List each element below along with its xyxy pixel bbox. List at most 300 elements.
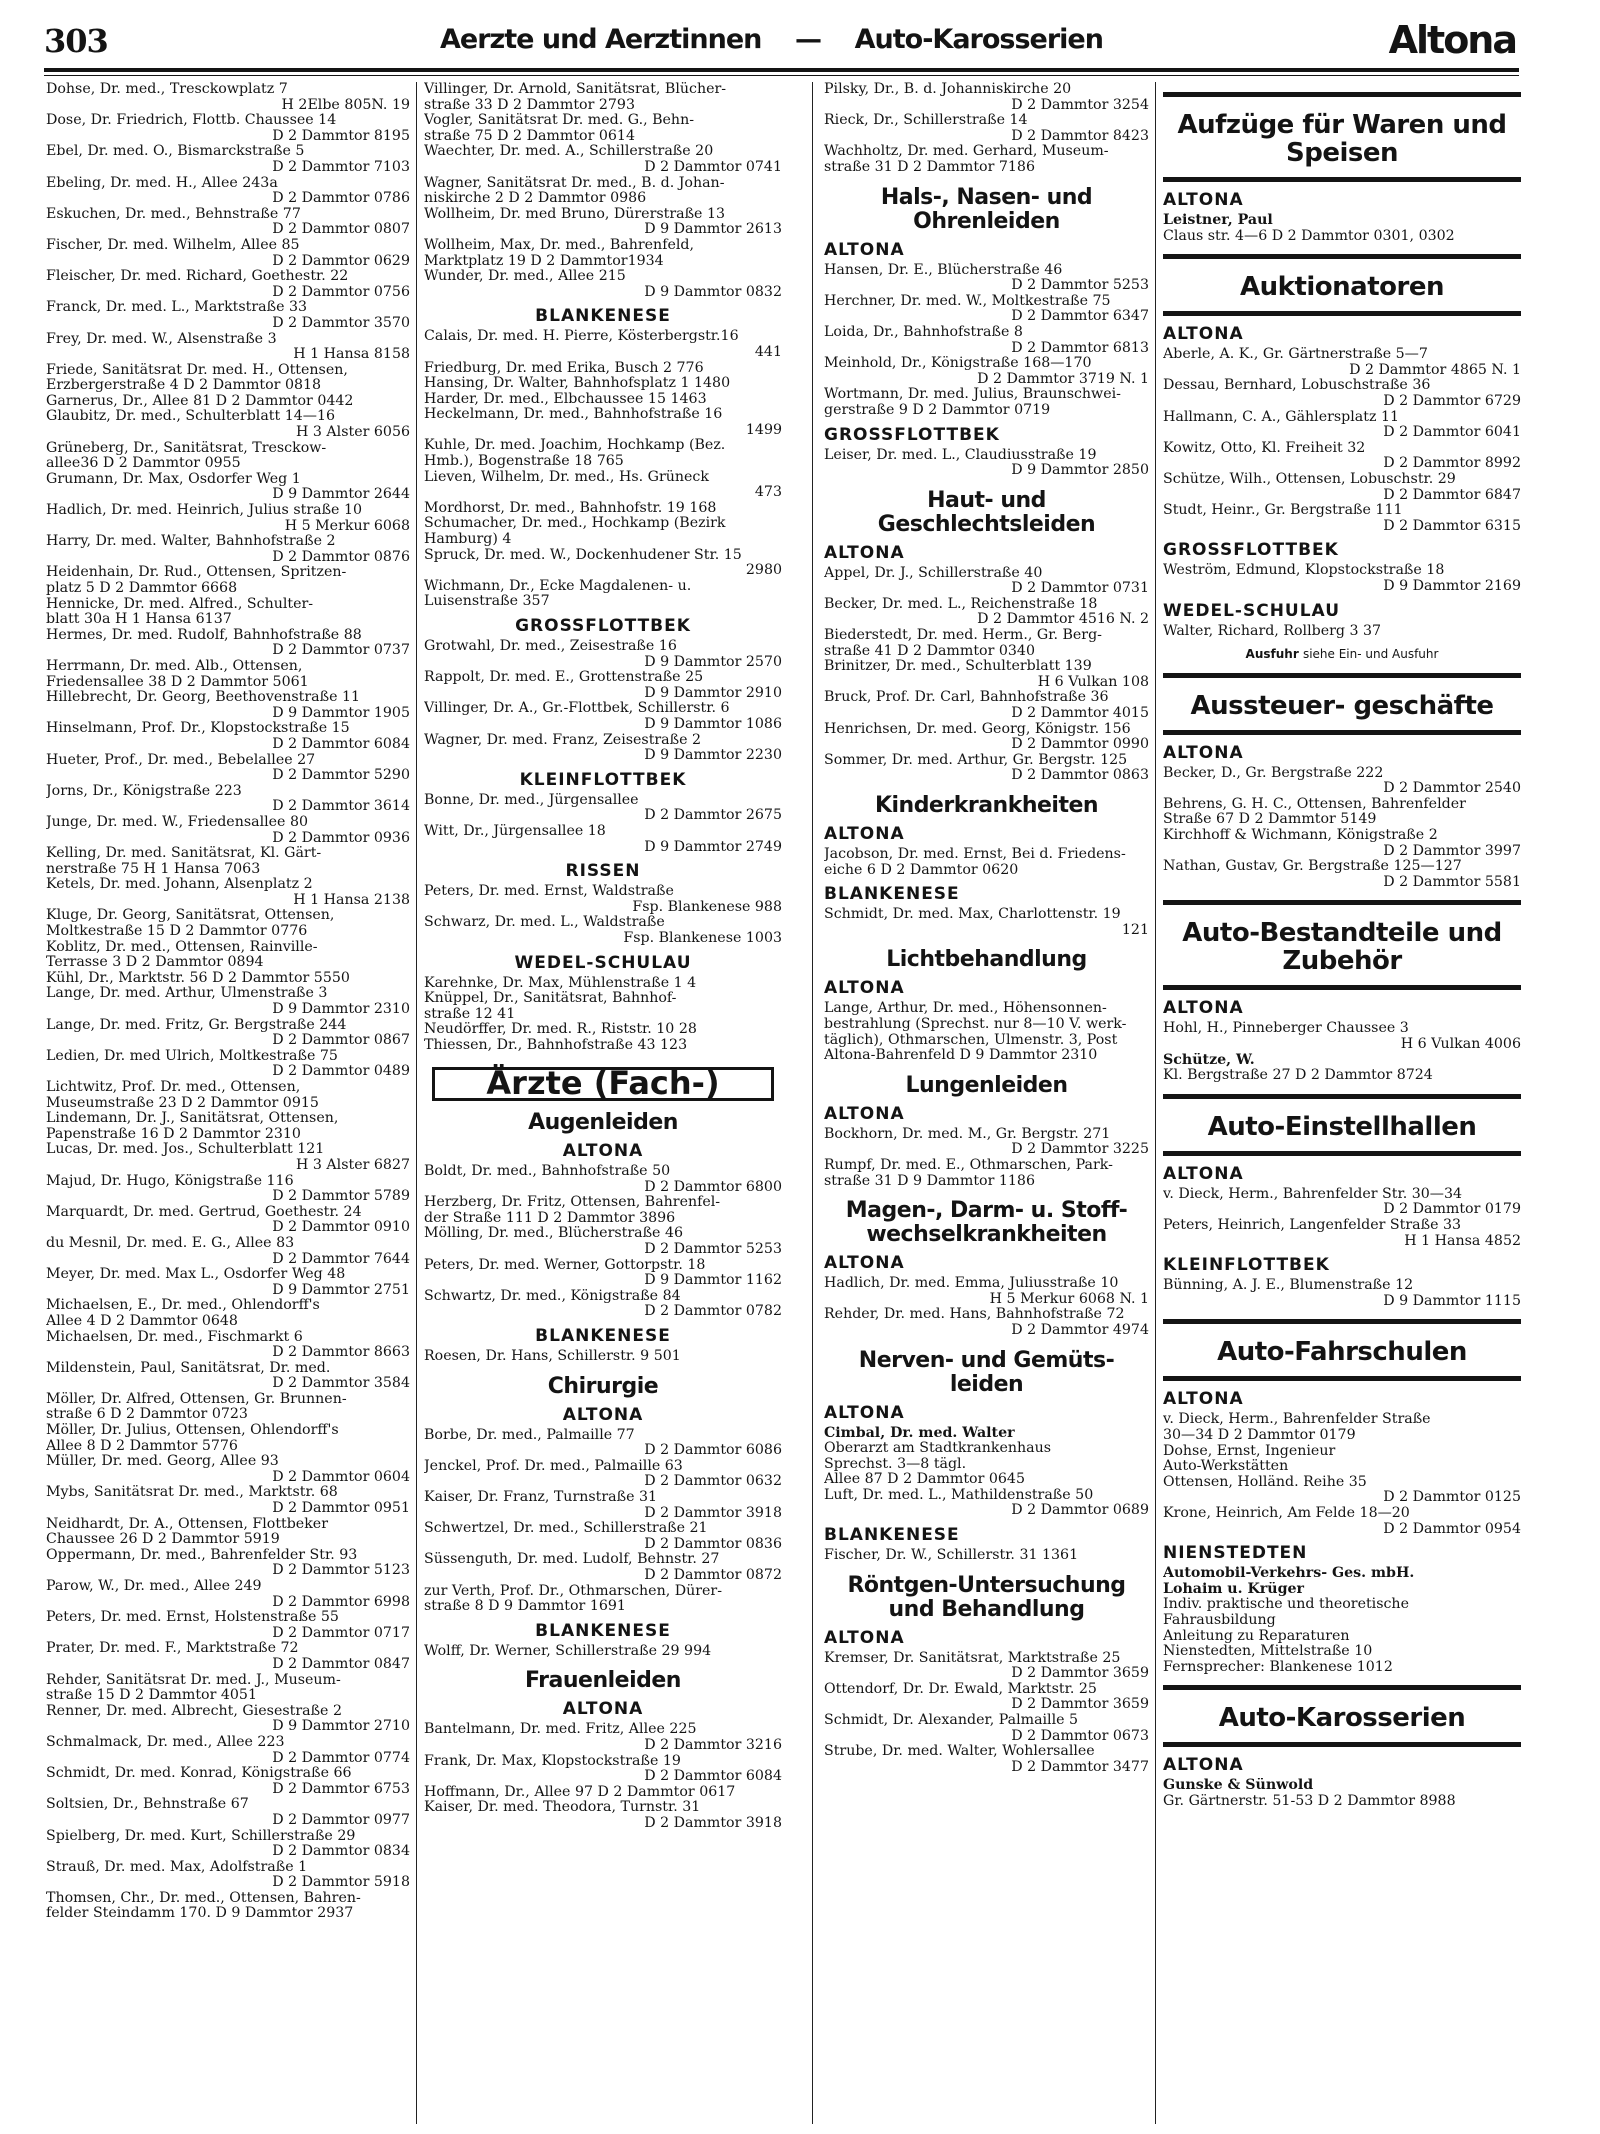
header-rule-thick bbox=[44, 68, 1519, 72]
section-heading-box bbox=[1163, 900, 1521, 990]
entry-phone: D 9 Dammtor 2230 bbox=[644, 747, 782, 764]
directory-entry bbox=[424, 991, 782, 1022]
location-heading: KLEINFLOTTBEK bbox=[519, 769, 687, 790]
entry-line: Erzbergerstraße 4 D 2 Dammtor 0818 bbox=[46, 378, 322, 394]
entry-name: Hennicke, Dr. med. Alfred., Schulter- bbox=[46, 596, 314, 612]
entry-phone: D 2 Dammtor 6084 bbox=[272, 735, 410, 752]
entry-phone: D 2 Dammtor 6813 bbox=[1011, 339, 1149, 356]
directory-entry bbox=[46, 1267, 410, 1298]
location-heading: ALTONA bbox=[824, 1253, 905, 1274]
column-3 bbox=[824, 82, 1149, 2127]
entry-name: Schmidt, Dr. med. Max, Charlottenstr. 19 bbox=[824, 907, 1121, 923]
entry-line: gerstraße 9 D 2 Dammtor 0719 bbox=[824, 402, 1051, 418]
directory-entry bbox=[1163, 1597, 1521, 1675]
entry-name: Lieven, Wilhelm, Dr. med., Hs. Grüneck bbox=[424, 469, 709, 485]
category-heading: Kinderkrankheiten bbox=[874, 793, 1099, 818]
entry-name: Herrmann, Dr. med. Alb., Ottensen, bbox=[46, 658, 303, 674]
directory-entry bbox=[824, 1276, 1149, 1307]
entry-phone: D 2 Dammtor 6315 bbox=[1383, 517, 1521, 534]
directory-entry bbox=[46, 815, 410, 846]
directory-entry bbox=[424, 1258, 782, 1289]
entry-phone: D 2 Dammtor 5918 bbox=[272, 1874, 410, 1891]
entry-name: Fischer, Dr. med. Wilhelm, Allee 85 bbox=[46, 237, 300, 253]
entry-name: Ledien, Dr. med Ulrich, Moltkestraße 75 bbox=[46, 1048, 338, 1064]
location-heading: ALTONA bbox=[824, 824, 905, 844]
directory-entry bbox=[424, 407, 782, 438]
directory-entry bbox=[46, 1485, 410, 1516]
entry-line: Friedensallee 38 D 2 Dammtor 5061 bbox=[46, 674, 309, 690]
entry-name: Waechter, Dr. med. A., Schillerstraße 20 bbox=[424, 144, 714, 160]
location-heading: GROSSFLOTTBEK bbox=[824, 424, 1000, 445]
directory-entry bbox=[424, 1349, 782, 1365]
entry-phone: D 2 Dammtor 5290 bbox=[272, 767, 410, 784]
entry-name: Fleischer, Dr. med. Richard, Goethestr. 22 bbox=[46, 269, 349, 285]
entry-phone: D 2 Dammtor 0179 bbox=[1383, 1201, 1521, 1218]
entry-name: Hoffmann, Dr., Allee 97 D 2 Dammtor 0617 bbox=[424, 1784, 736, 1800]
location-heading: RISSEN bbox=[565, 861, 641, 882]
section-heading: Auto-Karosserien bbox=[1218, 1703, 1466, 1734]
section-heading-box bbox=[1163, 254, 1521, 316]
entry-name: Schwertzel, Dr. med., Schillerstraße 21 bbox=[424, 1521, 708, 1537]
directory-entry bbox=[46, 1704, 410, 1735]
entry-line: Luisenstraße 357 bbox=[424, 594, 550, 610]
directory-entry bbox=[824, 907, 1149, 938]
running-title-dash: — bbox=[795, 24, 822, 55]
entry-phone: 473 bbox=[754, 484, 782, 501]
directory-entry bbox=[1163, 1506, 1521, 1537]
entry-name: Weström, Edmund, Klopstockstraße 18 bbox=[1163, 563, 1445, 579]
entry-name: Appel, Dr. J., Schillerstraße 40 bbox=[824, 565, 1043, 581]
entry-name: Wichmann, Dr., Ecke Magdalenen- u. bbox=[424, 578, 692, 594]
entry-name: Meyer, Dr. med. Max L., Osdorfer Weg 48 bbox=[46, 1267, 346, 1283]
entry-name: zur Verth, Prof. Dr., Othmarschen, Dürer- bbox=[424, 1583, 722, 1599]
category-heading: Nerven- und Gemüts- leiden bbox=[858, 1347, 1115, 1397]
directory-entry bbox=[1163, 624, 1521, 640]
location-heading: ALTONA bbox=[1163, 742, 1244, 763]
section-heading: Aussteuer- geschäfte bbox=[1190, 690, 1494, 721]
directory-entry bbox=[1163, 472, 1521, 503]
directory-entry bbox=[46, 394, 410, 410]
entry-name: Biederstedt, Dr. med. Herm., Gr. Berg- bbox=[824, 628, 1102, 644]
entry-name: Gunske & Sünwold bbox=[1163, 1778, 1314, 1794]
location-heading: ALTONA bbox=[824, 978, 905, 999]
directory-entry bbox=[424, 392, 782, 408]
directory-entry bbox=[1163, 828, 1521, 859]
entry-phone: D 2 Dammtor 4516 N. 2 bbox=[977, 611, 1149, 628]
entry-name: Glaubitz, Dr. med., Schulterblatt 14—16 bbox=[46, 409, 335, 425]
entry-name: Schmalmack, Dr. med., Allee 223 bbox=[46, 1734, 285, 1750]
entry-name: Spielberg, Dr. med. Kurt, Schillerstraße 29 bbox=[46, 1828, 356, 1844]
location-heading: WEDEL-SCHULAU bbox=[1163, 600, 1340, 621]
section-heading-box bbox=[1163, 1094, 1521, 1156]
directory-entry bbox=[824, 690, 1149, 721]
location-heading: BLANKENESE bbox=[535, 1326, 671, 1346]
entry-name: Frank, Dr. Max, Klopstockstraße 19 bbox=[424, 1753, 681, 1769]
entry-phone: D 2 Dammtor 0990 bbox=[1011, 736, 1149, 753]
entry-name: Hueter, Prof., Dr. med., Bebelallee 27 bbox=[46, 752, 316, 768]
entry-phone: D 2 Dammtor 6998 bbox=[272, 1593, 410, 1610]
entry-name: Peters, Dr. med. Ernst, Waldstraße bbox=[424, 884, 674, 900]
directory-entry bbox=[46, 940, 410, 971]
entry-line: straße 75 D 2 Dammtor 0614 bbox=[424, 128, 635, 144]
entry-name: Heidenhain, Dr. Rud., Ottensen, Spritzen- bbox=[46, 565, 347, 581]
location-heading: GROSSFLOTTBEK bbox=[1163, 540, 1339, 561]
entry-name: Frey, Dr. med. W., Alsenstraße 3 bbox=[46, 331, 277, 347]
directory-entry bbox=[424, 639, 782, 670]
directory-entry bbox=[46, 753, 410, 784]
entry-line: täglich), Othmarschen, Ulmenstr. 3, Post bbox=[824, 1032, 1118, 1048]
directory-entry bbox=[424, 1022, 782, 1038]
location-heading: WEDEL-SCHULAU bbox=[514, 952, 692, 973]
directory-entry bbox=[1163, 766, 1521, 797]
entry-name: Herzberg, Dr. Fritz, Ottensen, Bahrenfel- bbox=[424, 1195, 721, 1211]
city-title: Altona bbox=[1388, 18, 1516, 62]
entry-name: Süssenguth, Dr. med. Ludolf, Behnstr. 27 bbox=[424, 1552, 720, 1568]
entry-name: Neidhardt, Dr. A., Ottensen, Flottbeker bbox=[46, 1516, 328, 1532]
entry-name: Roesen, Dr. Hans, Schillerstr. 9 501 bbox=[424, 1349, 681, 1364]
directory-entry bbox=[824, 325, 1149, 356]
entry-line: Chaussee 26 D 2 Dammtor 5919 bbox=[46, 1532, 280, 1548]
location-heading: GROSSFLOTTBEK bbox=[515, 616, 691, 636]
directory-entry bbox=[424, 1800, 782, 1831]
directory-entry bbox=[824, 113, 1149, 144]
entry-phone: D 2 Dammtor 0936 bbox=[272, 829, 410, 846]
column-divider bbox=[416, 82, 417, 2124]
entry-phone: D 2 Dammtor 3584 bbox=[272, 1375, 410, 1392]
entry-phone: D 2 Dammtor 8423 bbox=[1011, 127, 1149, 144]
category-heading: Frauenleiden bbox=[525, 1668, 681, 1694]
entry-phone: D 2 Dammtor 5253 bbox=[644, 1241, 782, 1258]
directory-entry bbox=[1163, 1218, 1521, 1249]
directory-entry bbox=[46, 1330, 410, 1361]
entry-name: Henrichsen, Dr. med. Georg, Königstr. 156 bbox=[824, 721, 1131, 737]
entry-name: Dose, Dr. Friedrich, Flottb. Chaussee 14 bbox=[46, 113, 337, 129]
entry-line: straße 12 41 bbox=[424, 1006, 516, 1022]
directory-entry bbox=[46, 986, 410, 1017]
entry-name: Thomsen, Chr., Dr. med., Ottensen, Bahren- bbox=[46, 1890, 361, 1906]
location-heading: BLANKENESE bbox=[824, 1525, 960, 1546]
entry-phone: D 2 Dammtor 3614 bbox=[272, 798, 410, 815]
entry-phone: D 2 Dammtor 0756 bbox=[272, 283, 410, 300]
directory-entry bbox=[46, 1860, 410, 1891]
directory-entry bbox=[424, 824, 782, 855]
directory-entry bbox=[1163, 1794, 1521, 1810]
entry-phone: 121 bbox=[1121, 921, 1149, 938]
entry-name: Automobil-Verkehrs- Ges. mbH. bbox=[1163, 1566, 1415, 1582]
entry-line: Terrasse 3 D 2 Dammtor 0894 bbox=[46, 955, 264, 971]
entry-phone: D 2 Dammtor 0731 bbox=[1011, 580, 1149, 597]
entry-phone: D 2 Dammtor 3918 bbox=[644, 1814, 782, 1831]
entry-phone: D 2 Dammtor 6800 bbox=[644, 1178, 782, 1195]
directory-entry bbox=[424, 1459, 782, 1490]
directory-entry bbox=[46, 409, 410, 440]
entry-phone: D 2 Dammtor 3719 N. 1 bbox=[977, 370, 1149, 387]
entry-phone: D 2 Dammtor 0717 bbox=[272, 1624, 410, 1641]
entry-phone: D 9 Dammtor 1086 bbox=[644, 715, 782, 732]
entry-line: platz 5 D 2 Dammtor 6668 bbox=[46, 581, 238, 596]
category-heading: Chirurgie bbox=[547, 1373, 659, 1399]
entry-phone: H 1 Hansa 2138 bbox=[293, 891, 410, 908]
directory-entry bbox=[46, 1891, 410, 1922]
directory-entry bbox=[424, 144, 782, 175]
directory-entry bbox=[424, 1428, 782, 1459]
entry-name: Franck, Dr. med. L., Marktstraße 33 bbox=[46, 300, 308, 316]
entry-phone: D 2 Dammtor 6086 bbox=[644, 1442, 782, 1459]
entry-name: Boldt, Dr. med., Bahnhofstraße 50 bbox=[424, 1164, 671, 1180]
entry-phone: D 2 Dammtor 7103 bbox=[272, 158, 410, 175]
section-heading-box bbox=[1163, 673, 1521, 735]
entry-name: Koblitz, Dr. med., Ottensen, Rainville- bbox=[46, 939, 318, 955]
entry-phone: D 2 Dammtor 6084 bbox=[644, 1768, 782, 1785]
entry-name: Lucas, Dr. med. Jos., Schulterblatt 121 bbox=[46, 1142, 325, 1158]
running-title-left: Aerzte und Aerztinnen bbox=[440, 24, 762, 55]
entry-phone: H 3 Alster 6056 bbox=[296, 424, 410, 441]
entry-name: Becker, Dr. med. L., Reichenstraße 18 bbox=[824, 596, 1098, 612]
directory-entry bbox=[424, 238, 782, 269]
entry-phone: D 2 Dammtor 0786 bbox=[272, 190, 410, 207]
entry-line: 30—34 D 2 Dammtor 0179 bbox=[1163, 1427, 1356, 1443]
entry-name: v. Dieck, Herm., Bahrenfelder Straße bbox=[1163, 1412, 1431, 1428]
entry-phone: D 2 Dammtor 7644 bbox=[272, 1250, 410, 1267]
directory-entry bbox=[46, 1049, 410, 1080]
entry-name: Grumann, Dr. Max, Osdorfer Weg 1 bbox=[46, 471, 301, 487]
entry-name: Sommer, Dr. med. Arthur, Gr. Bergstr. 125 bbox=[824, 752, 1128, 768]
entry-phone: D 9 Dammtor 2570 bbox=[644, 653, 782, 670]
entry-name: Renner, Dr. med. Albrecht, Giesestraße 2 bbox=[46, 1703, 342, 1719]
entry-name: Parow, W., Dr. med., Allee 249 bbox=[46, 1579, 262, 1594]
entry-name: v. Dieck, Herm., Bahrenfelder Str. 30—34 bbox=[1163, 1186, 1463, 1202]
directory-entry bbox=[824, 1744, 1149, 1775]
entry-name: Nathan, Gustav, Gr. Bergstraße 125—127 bbox=[1163, 859, 1462, 875]
entry-name: Oberarzt am Stadtkrankenhaus bbox=[824, 1441, 1052, 1457]
page-header bbox=[0, 0, 1600, 80]
directory-entry bbox=[824, 294, 1149, 325]
entry-name: Mordhorst, Dr. med., Bahnhofstr. 19 168 bbox=[424, 500, 717, 516]
entry-phone: H 5 Merkur 6068 N. 1 bbox=[989, 1290, 1149, 1307]
directory-entry bbox=[46, 1641, 410, 1672]
entry-phone: D 9 Dammtor 2850 bbox=[1011, 462, 1149, 479]
directory-entry bbox=[46, 269, 410, 300]
entry-name: Harry, Dr. med. Walter, Bahnhofstraße 2 bbox=[46, 534, 336, 550]
entry-line: Allee 87 D 2 Dammtor 0645 bbox=[824, 1472, 1025, 1488]
entry-name: Thiessen, Dr., Bahnhofstraße 43 123 bbox=[424, 1037, 688, 1053]
entry-name: Mildenstein, Paul, Sanitätsrat, Dr. med. bbox=[46, 1360, 331, 1376]
entry-name: Kaiser, Dr. Franz, Turnstraße 31 bbox=[424, 1489, 658, 1505]
entry-line: Lohaim u. Krüger bbox=[1163, 1581, 1305, 1597]
entry-name: Hohl, H., Pinneberger Chaussee 3 bbox=[1163, 1021, 1409, 1037]
entry-line: straße 8 D 9 Dammtor 1691 bbox=[424, 1599, 626, 1615]
directory-entry bbox=[46, 441, 410, 472]
location-heading: ALTONA bbox=[1163, 1389, 1244, 1410]
directory-entry bbox=[46, 1517, 410, 1548]
directory-entry bbox=[424, 376, 782, 392]
entry-line: nerstraße 75 H 1 Hansa 7063 bbox=[46, 861, 261, 877]
entry-name: Junge, Dr. med. W., Friedensallee 80 bbox=[46, 814, 309, 830]
directory-entry bbox=[46, 1174, 410, 1205]
entry-name: Kl. Bergstraße 27 D 2 Dammtor 8724 bbox=[1163, 1068, 1433, 1084]
entry-name: Schwartz, Dr. med., Königstraße 84 bbox=[424, 1288, 681, 1304]
directory-entry bbox=[1163, 378, 1521, 409]
entry-name: Hadlich, Dr. med. Heinrich, Julius straße 10 bbox=[46, 503, 363, 519]
entry-name: Michaelsen, E., Dr. med., Ohlendorff's bbox=[46, 1298, 320, 1314]
directory-entry bbox=[824, 1488, 1149, 1519]
cross-reference bbox=[1163, 647, 1521, 663]
entry-name: Witt, Dr., Jürgensallee 18 bbox=[424, 823, 606, 839]
directory-entry bbox=[824, 1127, 1149, 1158]
entry-line: Papenstraße 16 D 2 Dammtor 2310 bbox=[46, 1126, 301, 1142]
entry-name: Becker, D., Gr. Bergstraße 222 bbox=[1163, 765, 1384, 781]
entry-phone: D 2 Dammtor 0632 bbox=[644, 1473, 782, 1490]
directory-entry bbox=[824, 1426, 1149, 1442]
specialist-section-heading: Ärzte (Fach-) bbox=[432, 1067, 774, 1101]
directory-entry bbox=[46, 659, 410, 690]
entry-name: Lindemann, Dr. J., Sanitätsrat, Ottensen, bbox=[46, 1111, 339, 1127]
entry-line: Hmb.), Bogenstraße 18 765 bbox=[424, 454, 624, 470]
entry-line: Allee 8 D 2 Dammtor 5776 bbox=[46, 1438, 238, 1454]
entry-phone: D 2 Dammtor 0604 bbox=[272, 1468, 410, 1485]
directory-entry bbox=[424, 516, 782, 547]
entry-name: Bruck, Prof. Dr. Carl, Bahnhofstraße 36 bbox=[824, 690, 1109, 706]
directory-entry bbox=[46, 1236, 410, 1267]
header-rule-thin bbox=[44, 75, 1519, 76]
directory-entry bbox=[46, 332, 410, 363]
entry-name: Wolff, Dr. Werner, Schillerstraße 29 994 bbox=[424, 1643, 712, 1659]
entry-name: Hillebrecht, Dr. Georg, Beethovenstraße 11 bbox=[46, 690, 361, 706]
directory-entry bbox=[824, 628, 1149, 659]
entry-line: Fernsprecher: Blankenese 1012 bbox=[1163, 1659, 1393, 1675]
entry-name: Kelling, Dr. med. Sanitätsrat, Kl. Gärt- bbox=[46, 846, 322, 862]
entry-phone: D 2 Dammtor 8663 bbox=[272, 1344, 410, 1361]
entry-phone: D 2 Dammtor 5789 bbox=[272, 1188, 410, 1205]
entry-line: niskirche 2 D 2 Dammtor 0986 bbox=[424, 191, 647, 207]
entry-phone: D 9 Dammtor 2710 bbox=[272, 1718, 410, 1735]
entry-name: Herchner, Dr. med. W., Moltkestraße 75 bbox=[824, 293, 1111, 309]
entry-name: Hansing, Dr. Walter, Bahnhofsplatz 1 1480 bbox=[424, 376, 731, 392]
entry-line: Marktplatz 19 D 2 Dammtor1934 bbox=[424, 253, 664, 269]
entry-name: Wunder, Dr. med., Allee 215 bbox=[424, 269, 626, 285]
directory-entry bbox=[46, 908, 410, 939]
directory-entry bbox=[424, 579, 782, 610]
entry-phone: D 2 Dammtor 3477 bbox=[1011, 1758, 1149, 1775]
location-heading: ALTONA bbox=[562, 1141, 644, 1162]
entry-name: Heckelmann, Dr. med., Bahnhofstraße 16 bbox=[424, 407, 723, 423]
directory-entry bbox=[46, 113, 410, 144]
entry-name: Dessau, Bernhard, Lobuschstraße 36 bbox=[1163, 378, 1431, 394]
entry-name: Peters, Dr. med. Ernst, Holstenstraße 55 bbox=[46, 1610, 339, 1626]
directory-entry bbox=[424, 670, 782, 701]
directory-entry bbox=[424, 1521, 782, 1552]
directory-entry bbox=[424, 976, 782, 992]
entry-name: Müller, Dr. med. Georg, Allee 93 bbox=[46, 1454, 279, 1470]
entry-phone: D 2 Dammtor 3254 bbox=[1011, 96, 1149, 113]
entry-name: Rehder, Dr. med. Hans, Bahnhofstraße 72 bbox=[824, 1307, 1125, 1323]
entry-name: Vogler, Sanitätsrat Dr. med. G., Behn- bbox=[424, 113, 695, 129]
directory-entry bbox=[46, 1205, 410, 1236]
entry-line: eiche 6 D 2 Dammtor 0620 bbox=[824, 862, 1019, 878]
entry-name: Lange, Dr. med. Arthur, Ulmenstraße 3 bbox=[46, 986, 328, 1002]
directory-entry bbox=[46, 300, 410, 331]
entry-phone: H 5 Merkur 6068 bbox=[284, 517, 410, 534]
entry-name: Kirchhoff & Wichmann, Königstraße 2 bbox=[1163, 828, 1438, 844]
directory-entry bbox=[824, 263, 1149, 294]
entry-name: Eskuchen, Dr. med., Behnstraße 77 bbox=[46, 206, 301, 222]
directory-entry bbox=[824, 82, 1149, 113]
entry-line: allee36 D 2 Dammtor 0955 bbox=[46, 456, 241, 472]
entry-name: Bonne, Dr. med., Jürgensallee bbox=[424, 792, 639, 808]
location-heading: ALTONA bbox=[824, 239, 905, 260]
directory-entry bbox=[824, 753, 1149, 784]
entry-phone: D 2 Dammtor 2675 bbox=[644, 807, 782, 824]
entry-line: Ottensen, Holländ. Reihe 35 bbox=[1163, 1474, 1367, 1490]
entry-name: Bünning, A. J. E., Blumenstraße 12 bbox=[1163, 1278, 1414, 1294]
directory-entry bbox=[46, 472, 410, 503]
entry-name: Garnerus, Dr., Allee 81 D 2 Dammtor 0442 bbox=[46, 393, 354, 409]
category-heading: Haut- und Geschlechtsleiden bbox=[877, 487, 1096, 537]
entry-name: Brinitzer, Dr. med., Schulterblatt 139 bbox=[824, 659, 1092, 675]
entry-name: Gr. Gärtnerstr. 51-53 D 2 Dammtor 8988 bbox=[1163, 1793, 1456, 1809]
entry-name: Loida, Dr., Bahnhofstraße 8 bbox=[824, 324, 1023, 340]
directory-entry bbox=[46, 877, 410, 908]
directory-entry bbox=[46, 628, 410, 659]
directory-entry bbox=[424, 176, 782, 207]
entry-line: Hamburg) 4 bbox=[424, 532, 512, 548]
directory-entry bbox=[824, 1548, 1149, 1564]
entry-name: Jorns, Dr., Königstraße 223 bbox=[46, 783, 242, 799]
running-title-right: Auto-Karosserien bbox=[854, 24, 1103, 55]
entry-name: Hallmann, C. A., Gählersplatz 11 bbox=[1163, 409, 1399, 425]
directory-entry bbox=[1163, 1278, 1521, 1309]
directory-entry bbox=[424, 269, 782, 300]
entry-name: du Mesnil, Dr. med. E. G., Allee 83 bbox=[46, 1235, 295, 1251]
directory-entry bbox=[424, 470, 782, 501]
entry-name: Oppermann, Dr. med., Bahrenfelder Str. 93 bbox=[46, 1547, 358, 1563]
entry-phone: D 2 Dammtor 6753 bbox=[272, 1780, 410, 1797]
entry-name: Grotwahl, Dr. med., Zeisestraße 16 bbox=[424, 639, 677, 654]
entry-name: Jenckel, Prof. Dr. med., Palmaille 63 bbox=[424, 1458, 683, 1474]
entry-name: Ketels, Dr. med. Johann, Alsenplatz 2 bbox=[46, 877, 313, 893]
directory-entry bbox=[824, 448, 1149, 479]
column-4 bbox=[1163, 82, 1521, 2127]
directory-entry bbox=[46, 363, 410, 394]
entry-phone: H 2Elbe 805N. 19 bbox=[281, 96, 410, 113]
entry-name: Kuhle, Dr. med. Joachim, Hochkamp (Bez. bbox=[424, 438, 726, 454]
location-heading: ALTONA bbox=[562, 1699, 644, 1720]
entry-phone: D 9 Dammtor 1162 bbox=[644, 1272, 782, 1289]
entry-name: Luft, Dr. med. L., Mathildenstraße 50 bbox=[824, 1487, 1094, 1503]
entry-name: Wagner, Dr. med. Franz, Zeisestraße 2 bbox=[424, 732, 702, 748]
location-heading: BLANKENESE bbox=[824, 884, 960, 905]
entry-name: Schwarz, Dr. med. L., Waldstraße bbox=[424, 915, 665, 931]
directory-entry bbox=[1163, 1778, 1521, 1794]
entry-name: Calais, Dr. med. H. Pierre, Kösterbergstr.16 bbox=[424, 329, 739, 345]
location-heading: ALTONA bbox=[1163, 998, 1244, 1019]
entry-name: Bockhorn, Dr. med. M., Gr. Bergstr. 271 bbox=[824, 1126, 1111, 1142]
entry-phone: D 2 Dammtor 4974 bbox=[1011, 1321, 1149, 1338]
entry-name: Villinger, Dr. A., Gr.-Flottbek, Schillerstr. 6 bbox=[424, 701, 730, 717]
directory-entry bbox=[824, 1651, 1149, 1682]
entry-phone: D 2 Dammtor 0489 bbox=[272, 1063, 410, 1080]
directory-entry bbox=[46, 534, 410, 565]
entry-phone: D 2 Dammtor 0673 bbox=[1011, 1727, 1149, 1744]
entry-name: Lange, Arthur, Dr. med., Höhensonnen- bbox=[824, 1001, 1107, 1017]
directory-entry bbox=[424, 884, 782, 915]
entry-name: Karehnke, Dr. Max, Mühlenstraße 1 4 bbox=[424, 975, 697, 991]
entry-name: Bantelmann, Dr. med. Fritz, Allee 225 bbox=[424, 1722, 697, 1738]
entry-phone: 441 bbox=[754, 343, 782, 360]
directory-entry bbox=[46, 1548, 410, 1579]
entry-name: Mölling, Dr. med., Blücherstraße 46 bbox=[424, 1226, 684, 1242]
entry-name: Indiv. praktische und theoretische bbox=[1163, 1597, 1409, 1613]
